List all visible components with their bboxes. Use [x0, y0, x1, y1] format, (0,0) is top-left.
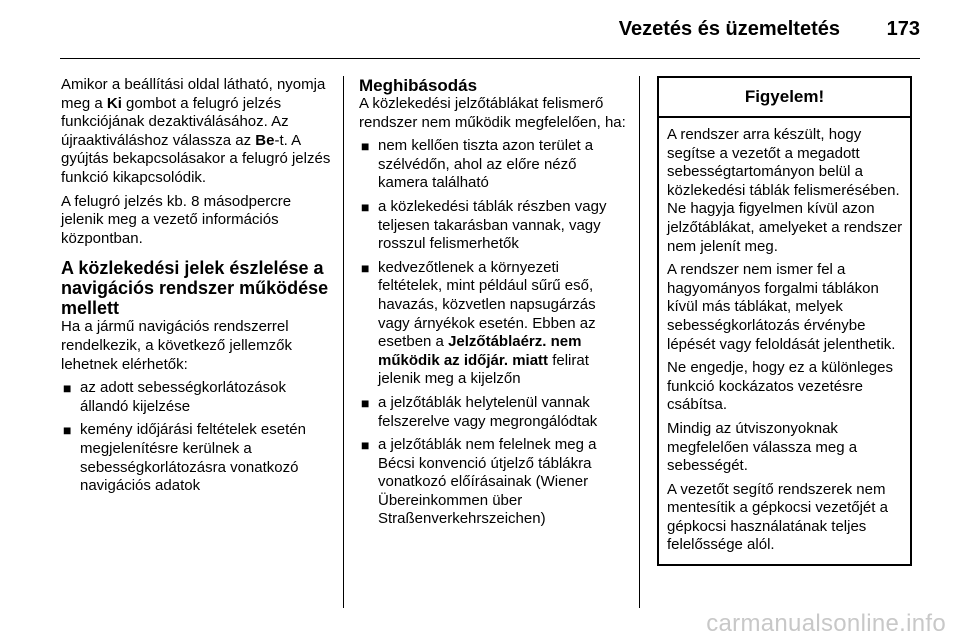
warning-paragraph: Mindig az útviszonyoknak megfelelően válassza meg a sebességét. — [667, 419, 858, 475]
warning-paragraph: Ne engedje, hogy ez a különleges funkció kockázatos vezetésre csábítsa. — [667, 359, 893, 414]
section-heading-navigation: A közlekedési jelek észlelése a navigációs rendszer működése mellett — [61, 258, 329, 319]
paragraph-popup-settings — [61, 76, 331, 188]
list-item-text: felirat jelenik meg a kijelzőn — [378, 351, 589, 388]
warning-paragraph: A rendszer nem ismer fel a hagyományos forgalmi táblákon kívül más táblákat, melyek sebességkorlátozás érvénybe lépését vagy feloldását jelenthetik. — [667, 261, 896, 353]
display-message-text: Jelzőtáblaérz. nem működik az időjár. miatt — [378, 333, 582, 369]
list-item-text: a közlekedési táblák részben vagy teljesen takarásban vannak, vagy rosszul felismerhetők — [378, 197, 607, 253]
bullet-icon: ■ — [361, 259, 370, 276]
bullet-icon: ■ — [361, 437, 370, 454]
list-item-text: kedvezőtlenek a környezeti feltételek, mint például sűrű eső, havazás, közvetlen napsugárzás vagy árnyékok esetén. Ebben az esetben a — [378, 258, 596, 351]
list-item-text: nem kellően tiszta azon terület a szélvédőn, ahol az előre néző kamera található — [378, 137, 594, 192]
bullet-icon: ■ — [361, 198, 370, 215]
bullet-icon: ■ — [63, 380, 72, 397]
page-title: Vezetés és üzemeltetés — [618, 18, 840, 40]
list-item-text: kemény időjárási feltételek esetén megjelenítésre kerülnek a sebességkorlátozásra vonatkozó navigációs adatok — [80, 421, 306, 495]
list-item — [61, 379, 331, 416]
header-divider — [60, 58, 920, 59]
page-header — [0, 0, 960, 60]
feature-list — [61, 379, 331, 496]
text-run: gombot a felugró jelzés funkciójának dezaktiválásához. Az újraaktiváláshoz válassza az — [61, 94, 289, 149]
paragraph-popup-duration: A felugró jelzés kb. 8 másodpercre jelenik meg a vezető információs központban. — [61, 192, 292, 247]
warning-title: Figyelem! — [659, 78, 910, 118]
list-item — [359, 259, 627, 389]
column-left — [61, 76, 331, 501]
bullet-icon: ■ — [63, 422, 72, 439]
list-item — [359, 198, 627, 254]
text-run: Amikor a beállítási oldal látható, nyomja meg a — [61, 76, 326, 112]
list-item — [359, 394, 627, 431]
warning-box — [657, 76, 912, 566]
warning-paragraph: A rendszer arra készült, hogy segítse a vezetőt a megadott sebességtartományon belül a közlekedési táblák felismerésében. Ne hagyja figyelmen kívül azon jelzőtáblákat, amelyeket a rendszer nem jelenít meg. — [667, 126, 903, 255]
malfunction-list — [359, 137, 627, 529]
column-divider-left — [343, 76, 344, 608]
warning-paragraph: A vezetőt segítő rendszerek nem mentesítik a gépkocsi vezetőjét a gépkocsi használatának teljes felelőssége alól. — [667, 480, 888, 554]
list-item-text: a jelzőtáblák nem felelnek meg a Bécsi konvenció útjelző táblákra vonatkozó előírásainak (Wiener Übereinkommen über Straßenverkehrszeichen) — [378, 436, 597, 528]
list-item — [359, 436, 627, 529]
paragraph-navigation-intro: Ha a jármű navigációs rendszerrel rendelkezik, a következő jellemzők lehetnek elérhetők: — [61, 318, 292, 373]
bullet-icon: ■ — [361, 138, 370, 155]
warning-body — [659, 118, 910, 555]
page-number: 173 — [886, 18, 920, 40]
bullet-icon: ■ — [361, 394, 370, 411]
button-label-be: Be — [255, 131, 275, 149]
list-item — [359, 137, 627, 193]
column-divider-right — [639, 76, 640, 608]
paragraph-malfunction-intro: A közlekedési jelzőtáblákat felismerő rendszer nem működik megfelelően, ha: — [359, 95, 626, 131]
watermark: carmanualsonline.info — [706, 610, 946, 637]
section-heading-malfunction: Meghibásodás — [359, 76, 478, 95]
button-label-ki: Ki — [106, 94, 122, 112]
list-item-text: az adott sebességkorlátozások állandó kijelzése — [80, 379, 286, 415]
list-item — [61, 421, 331, 495]
list-item-text: a jelzőtáblák helytelenül vannak felszerelve vagy megrongálódtak — [378, 393, 598, 430]
column-middle — [359, 76, 627, 534]
text-run: -t. A gyújtás bekapcsolásakor a felugró jelzés funkció kikapcsolódik. — [61, 131, 331, 186]
